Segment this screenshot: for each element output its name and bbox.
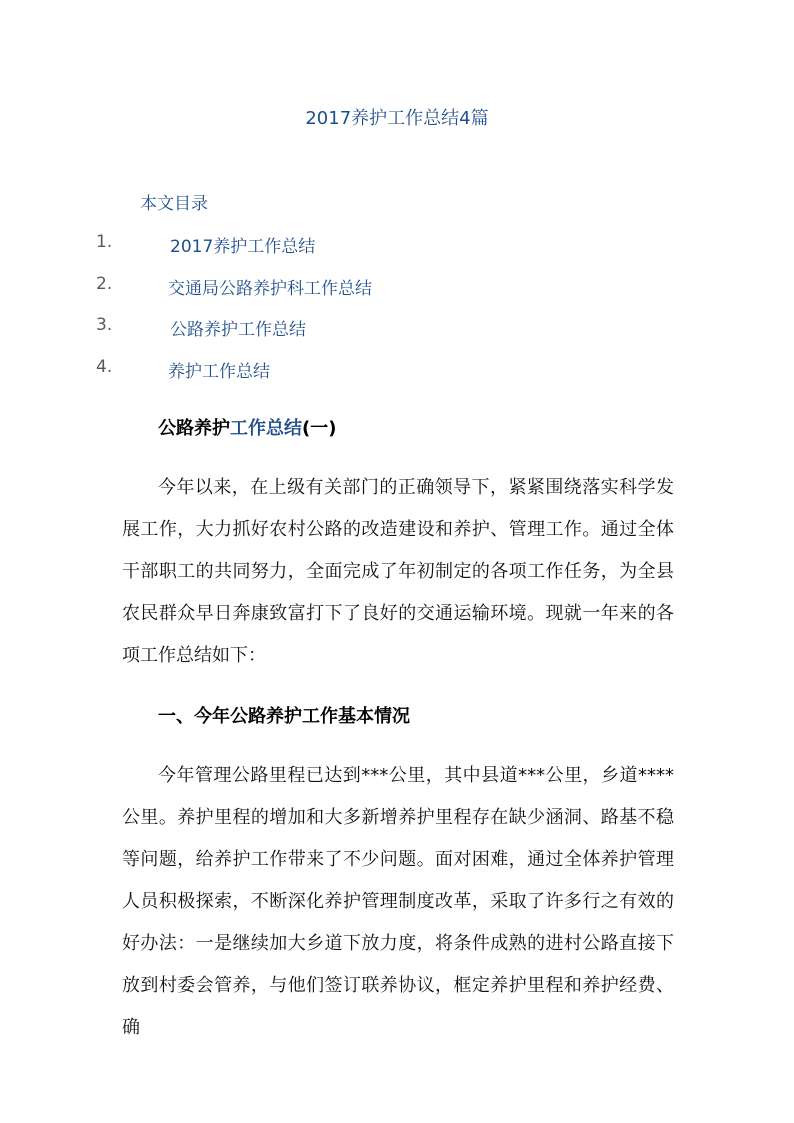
toc-item-link[interactable]: 交通局公路养护科工作总结 — [168, 279, 372, 299]
body-paragraph: 今年以来，在上级有关部门的正确领导下，紧紧围绕落实科学发展工作，大力抓好农村公路的改造建设和养护、管理工作。通过全体干部职工的共同努力，全面完成了年初制定的各项工作任务，为全县农民群众早日奔康致富打下了良好的交通运输环境。现就一年来的各项工作总结如下： — [122, 477, 674, 666]
toc-item-number: 3. — [96, 315, 113, 335]
section-title-prefix: 公路养护 — [158, 418, 230, 439]
toc-heading: 本文目录 — [140, 194, 208, 214]
section-title-accent: 工作总结 — [230, 418, 302, 439]
document-title: 2017养护工作总结4篇 — [305, 108, 489, 129]
body-paragraph: 今年管理公路里程已达到***公里，其中县道***公里，乡道****公里。养护里程的增加和大多新增养护里程存在缺少涵洞、路基不稳等问题，给养护工作带来了不少问题。面对困难，通过全体养护管理人员积极探索，不断深化养护管理制度改革，采取了许多行之有效的好办法：一是继续加大乡道下放力度，将条件成熟的进村公路直接下放到村委会管养，与他们签订联养协议，框定养护里程和养护经费、确 — [122, 765, 674, 1038]
section-title — [158, 414, 336, 440]
toc-item-link[interactable]: 2017养护工作总结 — [170, 237, 316, 257]
toc-item[interactable] — [0, 274, 794, 298]
toc-item-link[interactable]: 养护工作总结 — [168, 362, 270, 382]
toc-item-number: 1. — [96, 232, 113, 252]
toc-item[interactable] — [0, 315, 794, 339]
toc-item[interactable] — [0, 232, 794, 256]
toc-item-link[interactable]: 公路养护工作总结 — [170, 320, 306, 340]
section-subheading: 一、今年公路养护工作基本情况 — [158, 706, 410, 727]
toc-item-number: 2. — [96, 274, 113, 294]
section-title-suffix: (一) — [302, 418, 337, 439]
toc-item-number: 4. — [96, 357, 113, 377]
toc-item[interactable] — [0, 357, 794, 381]
